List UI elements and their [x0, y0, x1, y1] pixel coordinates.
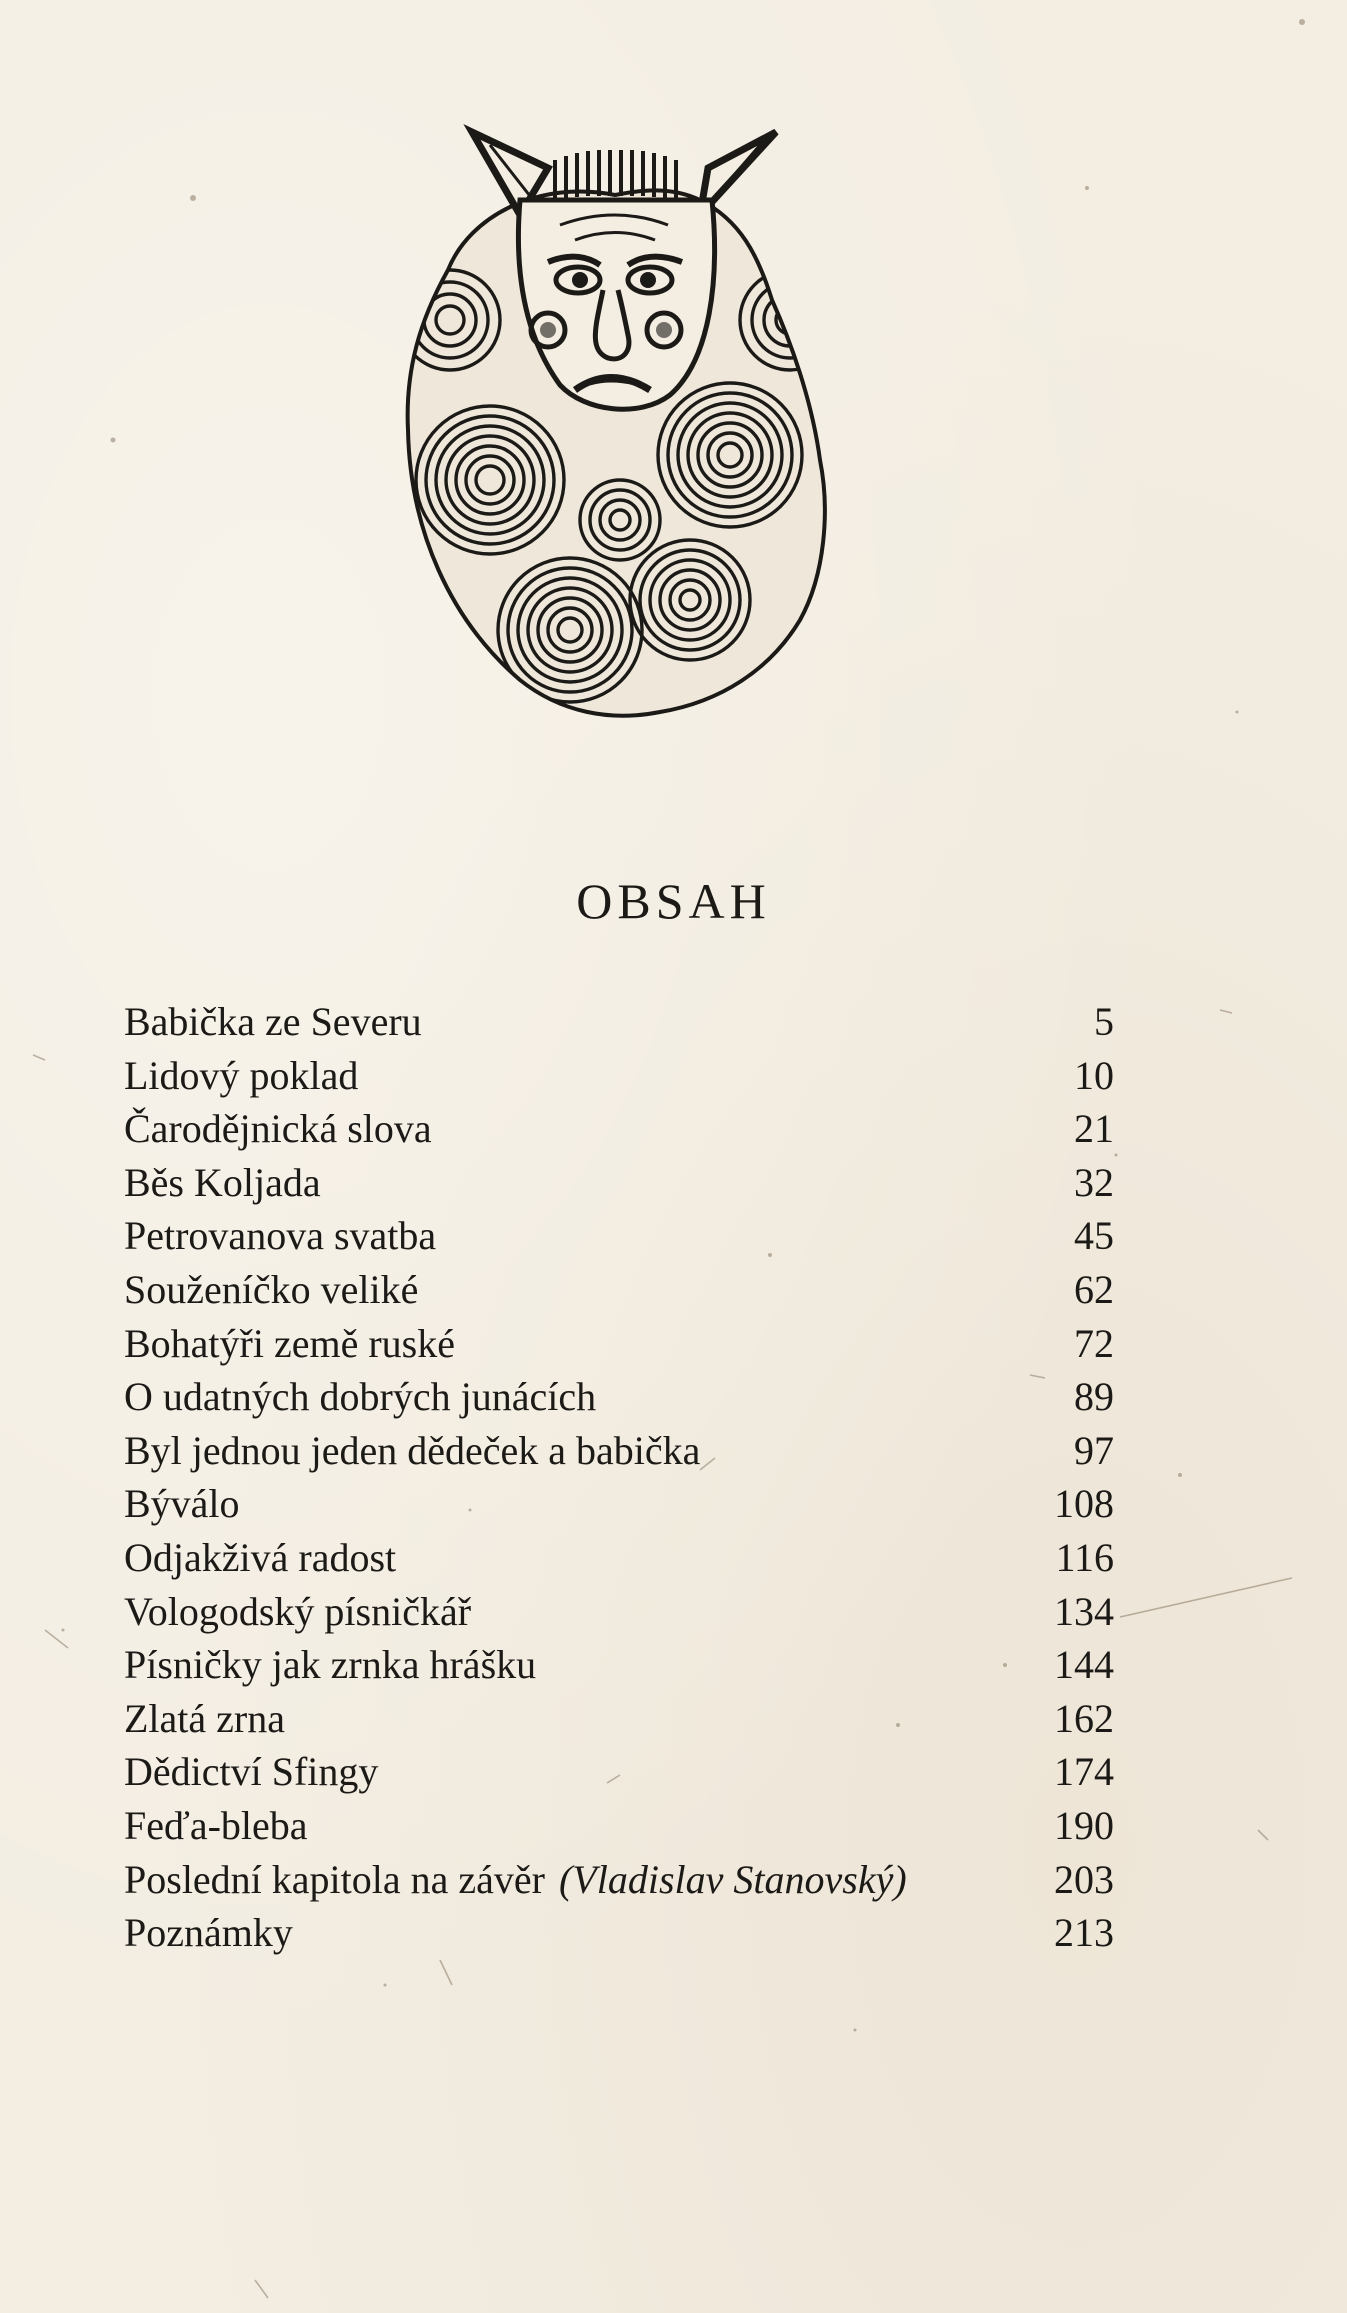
- toc-entry: [124, 1263, 1114, 1317]
- toc-entry-title: Poznámky: [124, 1910, 293, 1956]
- toc-entry: [124, 1317, 1114, 1371]
- toc-entry: [124, 1799, 1114, 1853]
- toc-entry-page: 10: [1074, 1052, 1114, 1098]
- toc-entry: [124, 1638, 1114, 1692]
- toc-entry: [124, 1102, 1114, 1156]
- toc-entry-title: Vologodský písničkář: [124, 1588, 472, 1634]
- toc-entry-title: Býválo: [124, 1481, 240, 1527]
- table-of-contents: [124, 995, 1114, 1960]
- toc-entry-page: 32: [1074, 1159, 1114, 1205]
- toc-entry: [124, 1370, 1114, 1424]
- toc-entry-title: Feďa-bleba: [124, 1802, 308, 1848]
- toc-entry: [124, 1853, 1114, 1907]
- toc-entry-author: (Vladislav Stanovský): [558, 1856, 907, 1902]
- toc-entry: [124, 1424, 1114, 1478]
- toc-entry-title: O udatných dobrých junácích: [124, 1374, 597, 1420]
- toc-entry-title: Lidový poklad: [124, 1052, 359, 1098]
- toc-entry-page: 108: [1054, 1481, 1114, 1527]
- toc-entry: [124, 1692, 1114, 1746]
- toc-entry: [124, 1209, 1114, 1263]
- toc-entry-page: 213: [1054, 1910, 1114, 1956]
- toc-entry-page: 174: [1054, 1749, 1114, 1795]
- toc-entry: [124, 1745, 1114, 1799]
- toc-entry-page: 190: [1054, 1802, 1114, 1848]
- toc-entry: [124, 1156, 1114, 1210]
- toc-entry-title: Běs Koljada: [124, 1159, 321, 1205]
- toc-entry: [124, 1906, 1114, 1960]
- toc-entry: [124, 1531, 1114, 1585]
- toc-entry-page: 45: [1074, 1213, 1114, 1259]
- toc-entry-page: 72: [1074, 1320, 1114, 1366]
- toc-entry-page: 97: [1074, 1427, 1114, 1473]
- toc-entry-title: Petrovanova svatba: [124, 1213, 437, 1259]
- toc-entry-page: 144: [1054, 1642, 1114, 1688]
- toc-entry-title: Poslední kapitola na závěr: [124, 1856, 545, 1902]
- page-title: OBSAH: [576, 872, 771, 929]
- toc-entry-page: 21: [1074, 1106, 1114, 1152]
- toc-entry-page: 134: [1054, 1588, 1114, 1634]
- toc-entry-page: 203: [1054, 1856, 1114, 1902]
- toc-entry-title: Byl jednou jeden dědeček a babička: [124, 1427, 701, 1473]
- toc-entry-title: Babička ze Severu: [124, 999, 422, 1044]
- toc-entry: [124, 1585, 1114, 1639]
- toc-entry-page: 116: [1055, 1534, 1114, 1580]
- toc-entry-title: Dědictví Sfingy: [124, 1749, 379, 1795]
- toc-entry: [124, 995, 1114, 1049]
- toc-entry: [124, 1477, 1114, 1531]
- toc-entry-page: 89: [1074, 1374, 1114, 1420]
- toc-entry-left: [124, 1853, 907, 1907]
- horned-face-woodcut-icon: [0, 0, 1347, 740]
- toc-entry-page: 162: [1054, 1695, 1114, 1741]
- toc-entry-title: Zlatá zrna: [124, 1695, 285, 1741]
- toc-entry-title: Odjakživá radost: [124, 1534, 397, 1580]
- toc-entry-title: Čarodějnická slova: [124, 1106, 432, 1152]
- toc-entry-title: Souženíčko veliké: [124, 1266, 419, 1312]
- toc-entry-title: Bohatýři země ruské: [124, 1320, 455, 1366]
- toc-entry-page: 5: [1094, 999, 1114, 1044]
- toc-entry-page: 62: [1074, 1266, 1114, 1312]
- toc-entry-title: Písničky jak zrnka hrášku: [124, 1642, 537, 1688]
- toc-entry: [124, 1049, 1114, 1103]
